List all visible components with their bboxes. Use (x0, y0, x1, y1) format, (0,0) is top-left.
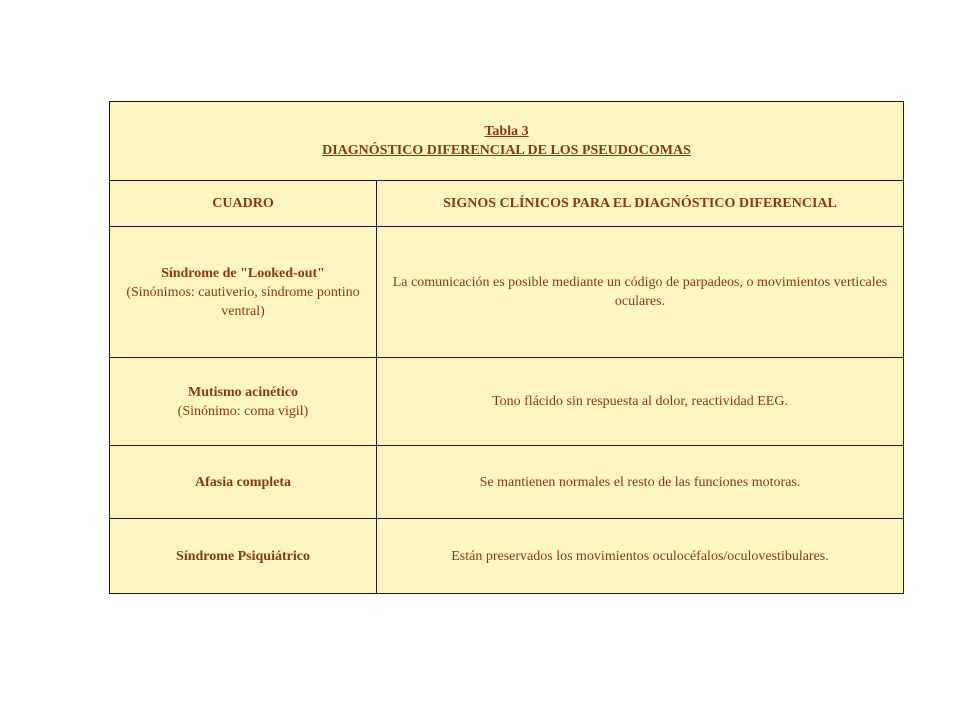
condition-name: Síndrome Psiquiátrico (110, 519, 377, 594)
table-row (110, 227, 904, 358)
condition-name: Afasia completa (110, 446, 377, 519)
table-row (110, 519, 904, 594)
clinical-signs-cell: Se mantienen normales el resto de las funciones motoras. (377, 446, 904, 519)
condition-cell (110, 358, 377, 446)
condition-synonym: (Sinónimos: cautiverio, síndrome pontino ventral) (126, 284, 360, 319)
table-title-row (110, 102, 904, 181)
differential-diagnosis-table (109, 101, 904, 594)
condition-synonym: (Sinónimo: coma vigil) (177, 403, 309, 419)
clinical-signs-cell: Están preservados los movimientos oculocéfalos/oculovestibulares. (377, 519, 904, 594)
column-header-signos: SIGNOS CLÍNICOS PARA EL DIAGNÓSTICO DIFERENCIAL (377, 181, 904, 227)
clinical-signs-cell: Tono flácido sin respuesta al dolor, reactividad EEG. (377, 358, 904, 446)
column-header-cuadro: CUADRO (110, 181, 377, 227)
table-row (110, 358, 904, 446)
table-title-cell (110, 102, 904, 181)
table-title: DIAGNÓSTICO DIFERENCIAL DE LOS PSEUDOCOMAS (322, 143, 691, 158)
table-number: Tabla 3 (484, 124, 529, 139)
table-header-row (110, 181, 904, 227)
clinical-signs-cell: La comunicación es posible mediante un código de parpadeos, o movimientos verticales oculares. (377, 227, 904, 358)
condition-name: Mutismo acinético (187, 384, 299, 400)
condition-cell (110, 227, 377, 358)
table-row (110, 446, 904, 519)
condition-name: Síndrome de "Looked-out" (161, 265, 325, 281)
